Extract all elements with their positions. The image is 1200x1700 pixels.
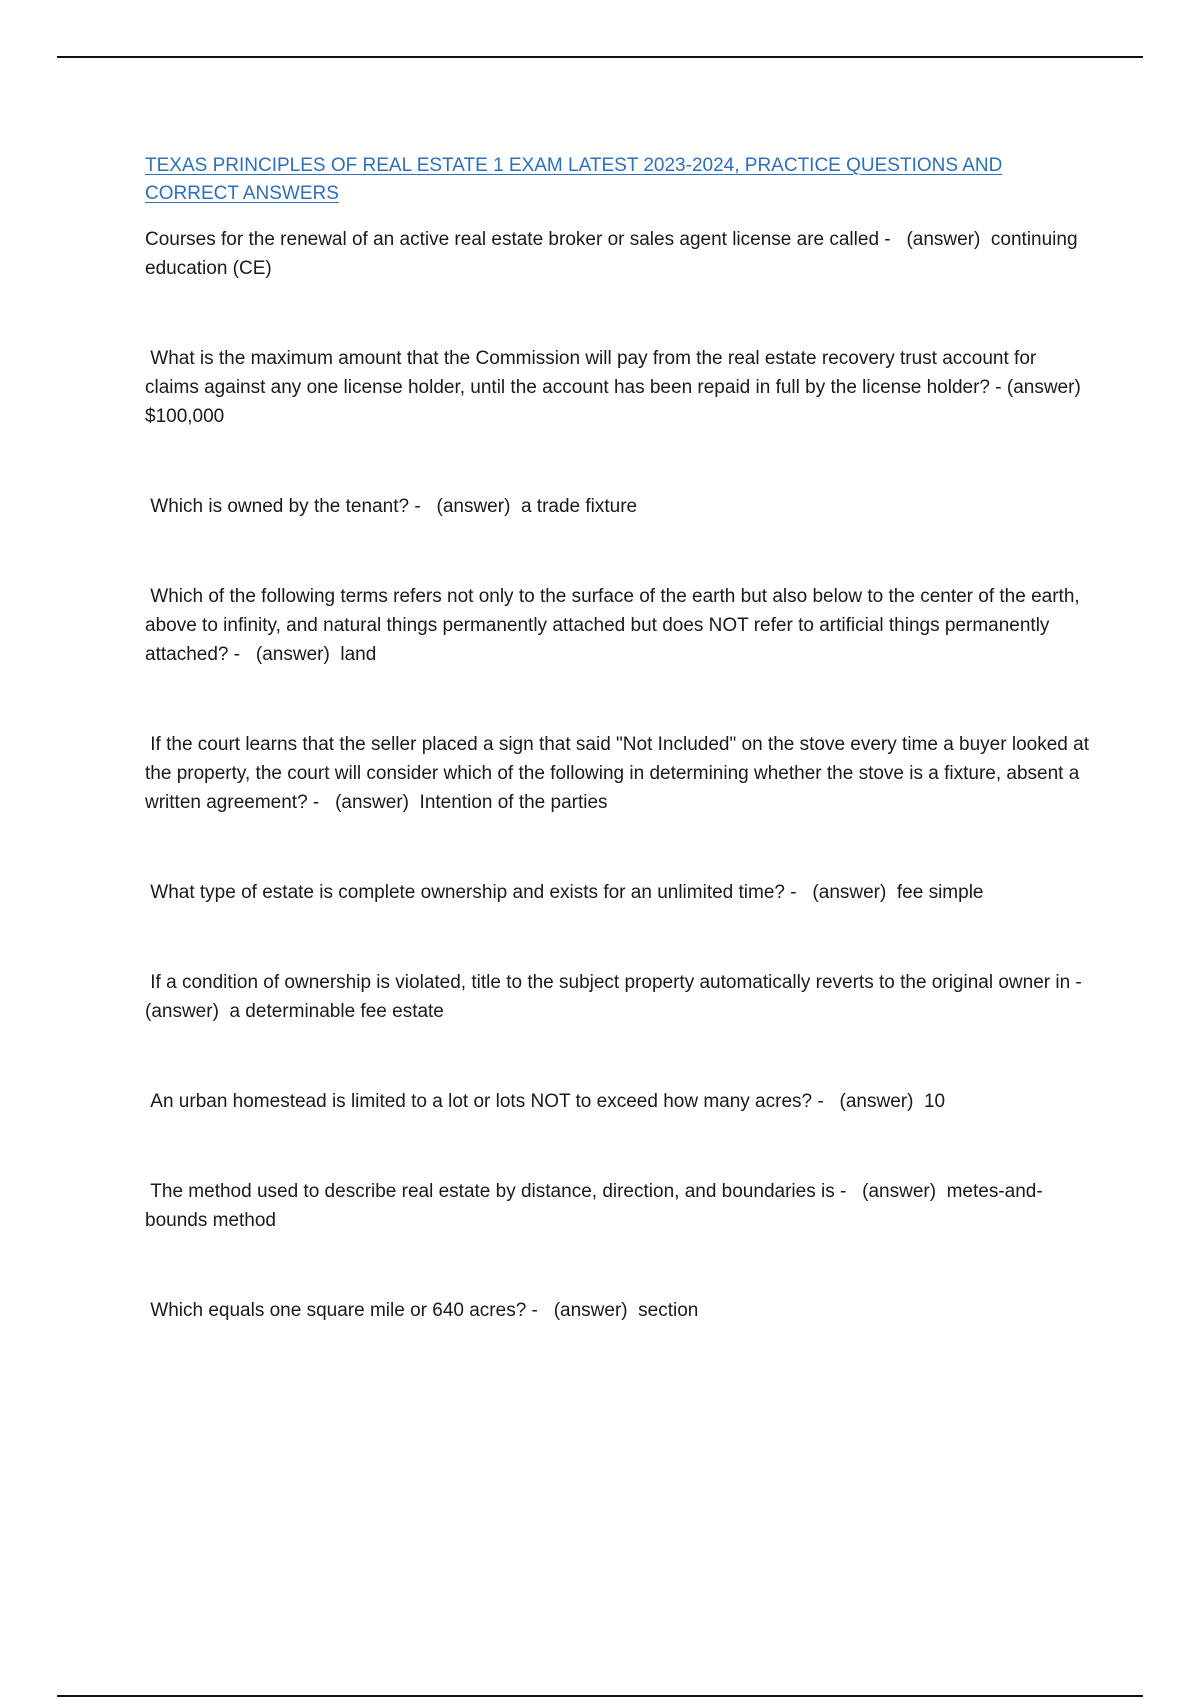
qa-entry: What type of estate is complete ownership and exists for an unlimited time? - (answer) fee simple [145, 882, 984, 903]
qa-entry: If a condition of ownership is violated, title to the subject property automatically reverts to the original owner in - (answer) a determinable fee estate [145, 972, 1098, 1022]
qa-entry: If the court learns that the seller placed a sign that said "Not Included" on the stove every time a buyer looked at the property, the court will consider which of the following in determining whether the stove is a fixture, absent a written agreement? - (answer) Intention of the parties [145, 734, 1095, 813]
header-rule [57, 56, 1143, 58]
footer-rule [57, 1695, 1143, 1697]
qa-entry: Which of the following terms refers not only to the surface of the earth but also below to the center of the earth, above to infinity, and natural things permanently attached but does NOT refer to artificial things permanently attached? - (answer) land [145, 586, 1085, 665]
qa-entry: The method used to describe real estate by distance, direction, and boundaries is - (answer) metes-and-bounds method [145, 1181, 1043, 1231]
qa-entry: An urban homestead is limited to a lot or lots NOT to exceed how many acres? - (answer) 10 [145, 1091, 946, 1112]
qa-list [145, 225, 1098, 1325]
qa-entry: What is the maximum amount that the Commission will pay from the real estate recovery trust account for claims against any one license holder, until the account has been repaid in full by the license holder? - (answer) $100,000 [145, 348, 1092, 427]
qa-entry: Courses for the renewal of an active real estate broker or sales agent license are called - (answer) continuing education (CE) [145, 229, 1083, 279]
qa-entry: Which is owned by the tenant? - (answer) a trade fixture [145, 496, 638, 517]
qa-entry: Which equals one square mile or 640 acres? - (answer) section [145, 1300, 699, 1321]
document-body [145, 152, 1098, 1325]
document-title-link[interactable]: TEXAS PRINCIPLES OF REAL ESTATE 1 EXAM LATEST 2023-2024, PRACTICE QUESTIONS AND CORRECT ANSWERS [145, 155, 1003, 204]
